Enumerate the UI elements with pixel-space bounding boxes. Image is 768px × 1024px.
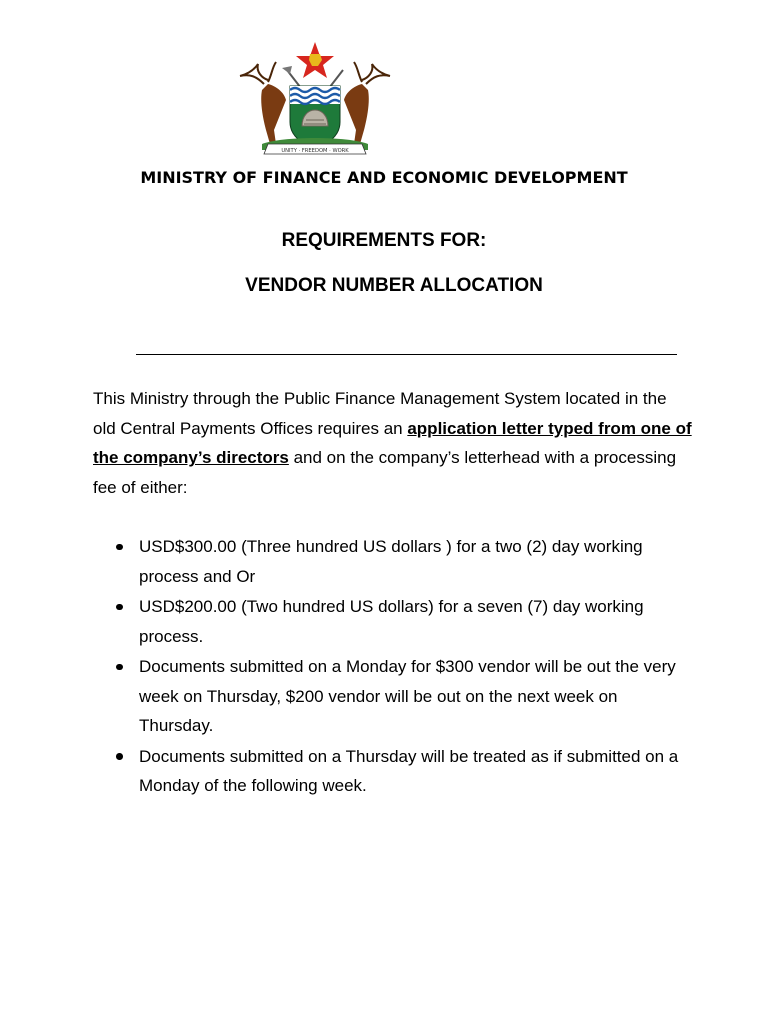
list-item [93,532,693,591]
motto-text: UNITY · FREEDOM · WORK [281,148,349,154]
list-item-text: USD$300.00 (Three hundred US dollars ) for a two (2) day working process and Or [139,537,643,586]
requirements-list [93,532,693,802]
ministry-name: MINISTRY OF FINANCE AND ECONOMIC DEVELOPMENT [140,168,628,187]
bullet-icon [116,604,123,611]
list-item [93,652,693,741]
intro-paragraph [93,384,693,503]
bullet-icon [116,544,123,551]
intro-text-part1: This Ministry through the Public Finance Management System located in the old Central Payments Offices requires an [93,389,667,438]
bullet-icon [116,664,123,671]
list-item-text: Documents submitted on a Thursday will be treated as if submitted on a Monday of the following week. [139,746,679,796]
right-kudu [344,84,369,144]
requirements-title: REQUIREMENTS FOR: [281,230,487,251]
list-item [93,742,693,801]
list-item-text: USD$200.00 (Two hundred US dollars) for a seven (7) day working process. [139,597,644,646]
intro-text-part2: and on the company’s letterhead with a processing fee of either: [93,448,677,498]
list-item-text: Documents submitted on a Monday for $300 vendor will be out the very week on Thursday, $200 vendor will be out on the next week on Thursday. [139,657,676,736]
bullet-icon [116,753,123,760]
requirements-subtitle: VENDOR NUMBER ALLOCATION [245,275,543,296]
list-item [93,592,693,651]
coat-of-arms-emblem [232,40,398,158]
intro-emphasis: application letter typed from one of the company’s directors [93,418,692,468]
horizontal-divider [136,354,677,355]
left-kudu [261,84,286,144]
